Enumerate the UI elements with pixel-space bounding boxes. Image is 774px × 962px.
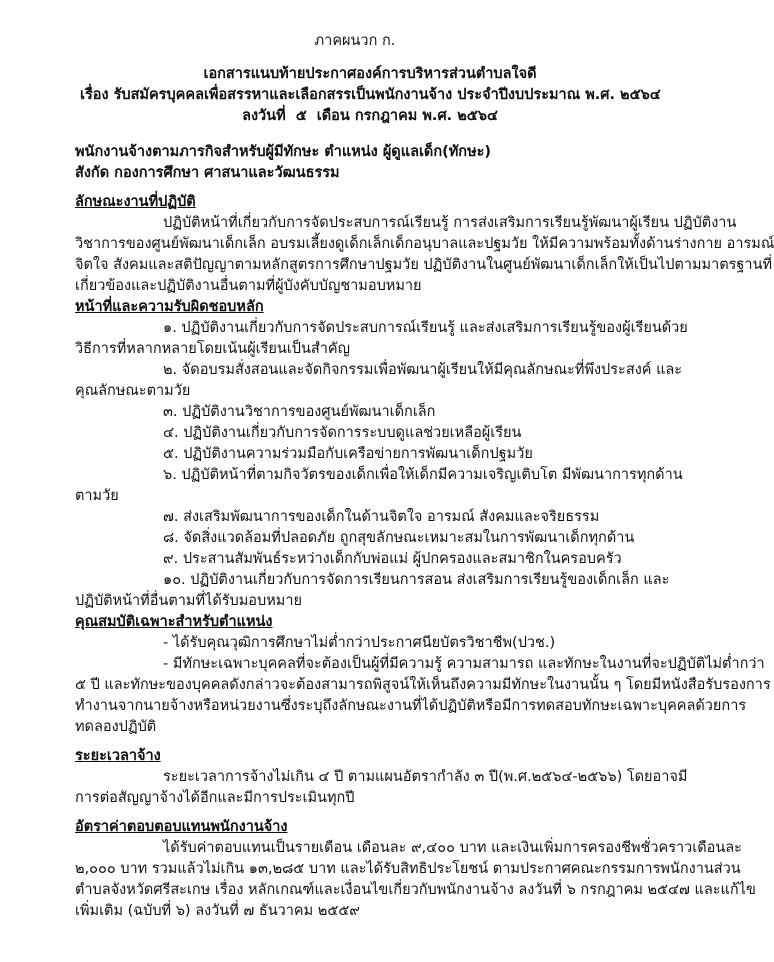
qualification-line: ๕ ปี และทักษะของบุคคลดังกล่าวจะต้องสามารถพิสูจน์ให้เห็นถึงความมีทักษะในงานนั้น ๆ โดยมีหนังสือรับรองการ [75,677,771,693]
title-line: เรื่อง รับสมัครบุคคลเพื่อสรรหาและเลือกสรรเป็นพนักงานจ้าง ประจำปีงบประมาณ พ.ศ. ๒๕๖๔ [80,87,661,103]
announcement-title [80,64,660,127]
duty-item-line: ๔. ปฏิบัติงานเกี่ยวกับการจัดการระบบดูแลช่วยเหลือผู้เรียน [163,425,522,441]
duty-item-line: ตามวัย [75,488,119,504]
position-block [75,142,650,184]
duty-item-line: ๓. ปฏิบัติงานวิชาการของศูนย์พัฒนาเด็กเล็ก [163,404,436,420]
duty-item-line: ๕. ปฏิบัติงานความร่วมมือกับเครือข่ายการพัฒนาเด็กปฐมวัย [163,446,533,462]
job-description-line: จิตใจ สังคมและสติปัญญาตามหลักสูตรการศึกษาปฐมวัย ปฏิบัติงานในศูนย์พัฒนาเด็กเล็กให้เป็นไปตามมาตรฐานที่ [75,257,773,273]
compensation-line: ตำบลจังหวัดศรีสะเกษ เรื่อง หลักเกณฑ์และเงื่อนไขเกี่ยวกับพนักงานจ้าง ลงวันที่ ๖ กรกฎาคม ๒๕๔๗ และแก้ไข [75,882,756,898]
duty-item-line: ๖. ปฏิบัติหน้าที่ตามกิจวัตรของเด็กเพื่อให้เด็กมีความเจริญเติบโต มีพัฒนาการทุกด้าน [163,467,683,483]
duty-item-line: ปฏิบัติหน้าที่อื่นตามที่ได้รับมอบหมาย [75,593,302,609]
section-compensation [75,817,756,922]
job-description-line: เกี่ยวข้องและปฏิบัติงานอื่นตามที่ผู้บังคับบัญชามอบหมาย [75,278,422,294]
job-description-line: วิชาการของศูนย์พัฒนาเด็กเล็ก อบรมเลี้ยงดูเด็กเล็กเด็กอนุบาลและปฐมวัย ให้มีความพร้อมทั้งด้านร่างกาย อารมณ์ [75,236,774,252]
duty-item-line: ๘. จัดสิ่งแวดล้อมที่ปลอดภัย ถูกสุขลักษณะเหมาะสมในการพัฒนาเด็กทุกด้าน [163,530,635,546]
department-line: สังกัด กองการศึกษา ศาสนาและวัฒนธรรม [75,165,340,181]
duty-item-line: ๒. จัดอบรมสั่งสอนและจัดกิจกรรมเพื่อพัฒนาผู้เรียนให้มีคุณลักษณะที่พึงประสงค์ และ [163,362,683,378]
duty-item-line: ๑๐. ปฏิบัติงานเกี่ยวกับการจัดการเรียนการสอน ส่งเสริมการเรียนรู้ของเด็กเล็ก และ [163,572,670,588]
section-heading-duties: หน้าที่และความรับผิดชอบหลัก [75,299,264,315]
section-employment-period [75,746,688,809]
document-body [75,31,774,922]
title-date-line: ลงวันที่ ๕ เดือน กรกฎาคม พ.ศ. ๒๕๖๔ [242,108,498,124]
compensation-line: ได้รับค่าตอบแทนเป็นรายเดือน เดือนละ ๙,๔๐๐ บาท และเงินเพิ่มการครองชีพชั่วคราวเดือนละ [163,840,742,856]
employment-period-line: ระยะเวลาการจ้างไม่เกิน ๔ ปี ตามแผนอัตรากำลัง ๓ ปี(พ.ศ.๒๕๖๔-๒๕๖๖) โดยอาจมี [163,769,688,785]
compensation-line: ๒,๐๐๐ บาท รวมแล้วไม่เกิน ๑๓,๒๘๕ บาท และได้รับสิทธิประโยชน์ ตามประกาศคณะกรรมการพนักงานส่วน [75,861,741,877]
qualification-line: ทดลองปฏิบัติ [75,719,157,735]
position-title: พนักงานจ้างตามภารกิจสำหรับผู้มีทักษะ ตำแหน่ง ผู้ดูแลเด็ก(ทักษะ) [75,144,492,160]
section-heading-compensation: อัตราค่าตอบตอบแทนพนักงานจ้าง [75,819,288,835]
qualification-line: ทำงานจากนายจ้างหรือหน่วยงานซึ่งระบุถึงลักษณะงานที่ได้ปฏิบัติหรือมีการทดสอบทักษะเฉพาะบุคคลด้วยการ [75,698,747,714]
compensation-line: เพิ่มเติม (ฉบับที่ ๖) ลงวันที่ ๗ ธันวาคม ๒๕๕๙ [75,903,360,919]
title-line: เอกสารแนบท้ายประกาศองค์การบริหารส่วนตำบลใจดี [203,66,537,82]
section-heading-employment-period: ระยะเวลาจ้าง [75,748,161,764]
qualification-line: - มีทักษะเฉพาะบุคคลที่จะต้องเป็นผู้ที่มีความรู้ ความสามารถ และทักษะในงานที่จะปฏิบัติไม่ต่ำกว่า [163,656,765,672]
section-heading-qualifications: คุณสมบัติเฉพาะสำหรับตำแหน่ง [75,614,273,630]
employment-period-line: การต่อสัญญาจ้างได้อีกและมีการประเมินทุกปี [75,790,355,806]
job-description-line: ปฏิบัติหน้าที่เกี่ยวกับการจัดประสบการณ์เรียนรู้ การส่งเสริมการเรียนรู้พัฒนาผู้เรียน ปฏิบัติงาน [163,215,737,231]
appendix-label: ภาคผนวก ก. [314,33,396,49]
duty-item-line: ๙. ประสานสัมพันธ์ระหว่างเด็กกับพ่อแม่ ผู้ปกครองและสมาชิกในครอบครัว [163,551,622,567]
duty-item-line: ๗. ส่งเสริมพัฒนาการของเด็กในด้านจิตใจ อารมณ์ สังคมและจริยธรรม [163,509,600,525]
qualification-line: - ได้รับคุณวุฒิการศึกษาไม่ต่ำกว่าประกาศนียบัตรวิชาชีพ(ปวช.) [163,635,556,651]
section-job-description [75,192,774,297]
duty-item-line: ๑. ปฏิบัติงานเกี่ยวกับการจัดประสบการณ์เรียนรู้ และส่งเสริมการเรียนรู้ของผู้เรียนด้วย [163,320,688,336]
section-duties [75,297,688,612]
section-qualifications [75,612,771,738]
duty-item-line: คุณลักษณะตามวัย [75,383,191,399]
section-heading-job-description: ลักษณะงานที่ปฏิบัติ [75,194,196,210]
duty-item-line: วิธีการที่หลากหลายโดยเน้นผู้เรียนเป็นสำคัญ [75,341,350,357]
